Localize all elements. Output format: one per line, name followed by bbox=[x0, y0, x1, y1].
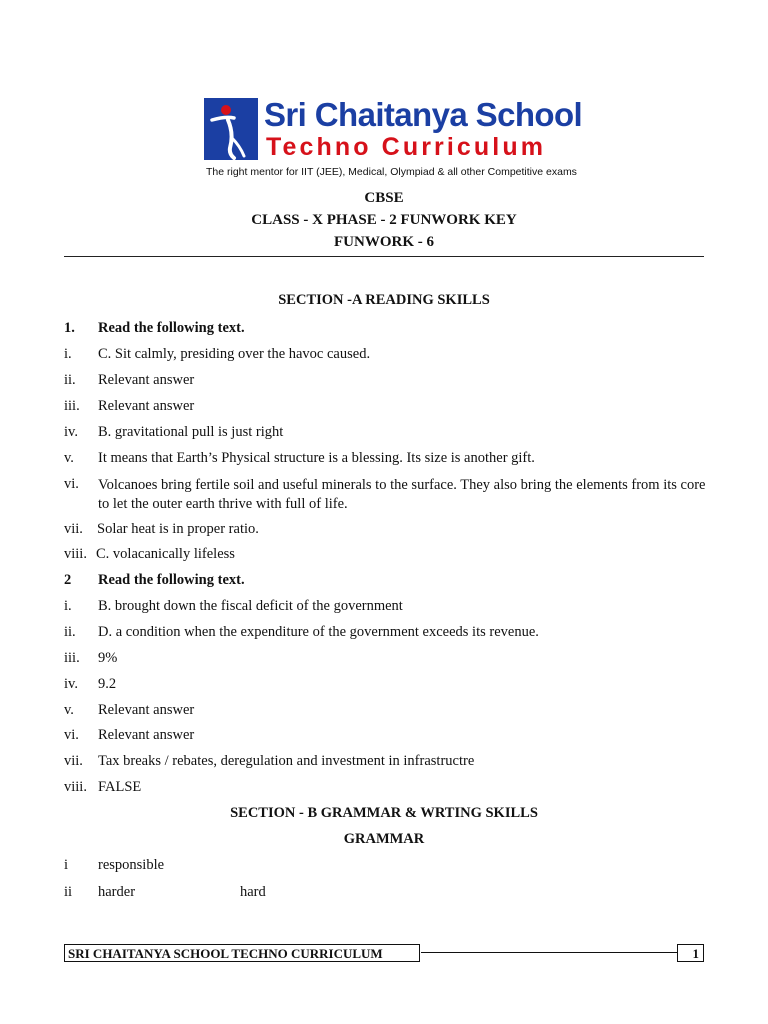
item-text: Relevant answer bbox=[98, 372, 195, 388]
item-extra-text: hard bbox=[240, 884, 266, 900]
item-number: iii. bbox=[64, 650, 80, 666]
item-text: Relevant answer bbox=[98, 702, 195, 718]
item-number: iv. bbox=[64, 424, 78, 440]
item-text: C. volacanically lifeless bbox=[96, 546, 235, 562]
item-number: ii. bbox=[64, 624, 76, 640]
item-number: ii. bbox=[64, 372, 76, 388]
item-number: iv. bbox=[64, 676, 78, 692]
item-number: v. bbox=[64, 702, 74, 718]
logo-title: Sri Chaitanya School bbox=[264, 96, 583, 133]
header-divider bbox=[64, 256, 704, 257]
item-text: responsible bbox=[98, 857, 165, 873]
item-number: vii. bbox=[64, 521, 83, 537]
grammar-subtitle: GRAMMAR bbox=[343, 831, 425, 847]
class-title: CLASS - X PHASE - 2 FUNWORK KEY bbox=[251, 212, 517, 228]
item-number: vii. bbox=[64, 753, 83, 769]
item-text: Tax breaks / rebates, deregulation and investment in infrastructre bbox=[98, 753, 475, 769]
item-number: vi. bbox=[64, 727, 79, 743]
item-text: Relevant answer bbox=[98, 727, 195, 743]
funwork-title: FUNWORK - 6 bbox=[334, 234, 434, 250]
question-number: 2 bbox=[64, 572, 72, 588]
item-text: It means that Earth’s Physical structure is a blessing. Its size is another gift. bbox=[98, 450, 535, 466]
section-b-title: SECTION - B GRAMMAR & WRTING SKILLS bbox=[230, 805, 538, 821]
item-text: B. gravitational pull is just right bbox=[98, 424, 284, 440]
item-number: v. bbox=[64, 450, 74, 466]
item-text: D. a condition when the expenditure of the government exceeds its revenue. bbox=[98, 624, 539, 640]
school-logo bbox=[204, 96, 583, 182]
question-number: 1. bbox=[64, 320, 75, 336]
item-number: viii. bbox=[64, 779, 87, 795]
item-text: C. Sit calmly, presiding over the havoc caused. bbox=[98, 346, 371, 362]
footer-divider bbox=[421, 952, 677, 953]
item-number: i. bbox=[64, 598, 72, 614]
item-text: 9.2 bbox=[98, 676, 117, 692]
item-text-multiline: Volcanoes bring fertile soil and useful minerals to the surface. They also bring the elements from its core to let the outer earth thrive with full of life. bbox=[98, 477, 706, 512]
item-number: i bbox=[64, 857, 69, 873]
footer-label: SRI CHAITANYA SCHOOL TECHNO CURRICULUM bbox=[64, 944, 420, 962]
item-text: 9% bbox=[98, 650, 118, 666]
board-title: CBSE bbox=[364, 190, 404, 206]
item-text: Solar heat is in proper ratio. bbox=[97, 521, 259, 537]
item-text: B. brought down the fiscal deficit of the government bbox=[98, 598, 403, 614]
item-number: vi. bbox=[64, 476, 79, 492]
logo-subtitle: Techno Curriculum bbox=[266, 133, 547, 161]
item-number: ii bbox=[64, 884, 73, 900]
item-text: FALSE bbox=[98, 779, 142, 795]
item-number: viii. bbox=[64, 546, 87, 562]
page-number: 1 bbox=[677, 944, 704, 962]
question-title: Read the following text. bbox=[98, 320, 245, 336]
question-title: Read the following text. bbox=[98, 572, 245, 588]
stick-figure-logo-icon bbox=[204, 98, 258, 160]
item-text: Relevant answer bbox=[98, 398, 195, 414]
section-a-title: SECTION -A READING SKILLS bbox=[278, 292, 490, 308]
item-number: iii. bbox=[64, 398, 80, 414]
item-text: harder bbox=[98, 884, 136, 900]
logo-tagline: The right mentor for IIT (JEE), Medical, Olympiad & all other Competitive exams bbox=[206, 166, 577, 178]
item-number: i. bbox=[64, 346, 72, 362]
